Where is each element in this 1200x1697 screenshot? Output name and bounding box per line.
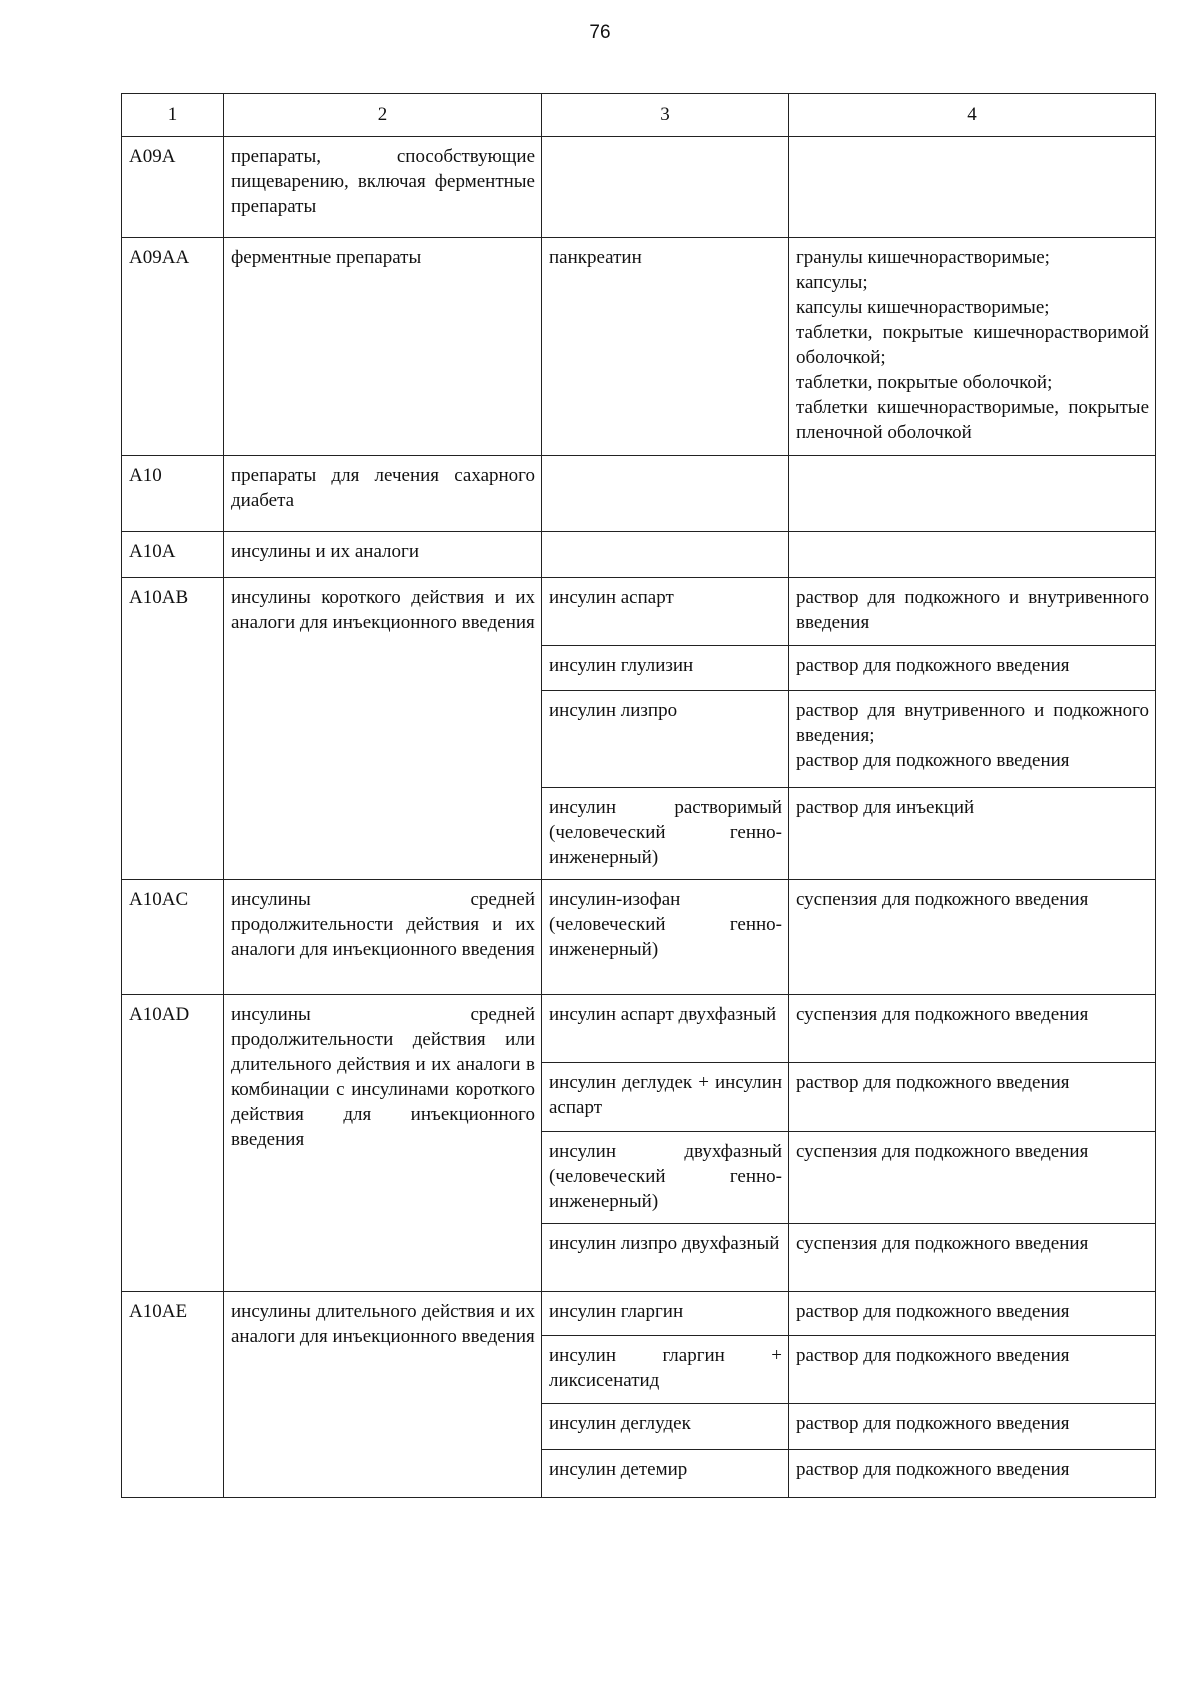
drug-name-cell: инсулин детемир [542,1450,789,1498]
atc-code-cell: A09A [122,137,224,238]
table-row [122,880,1156,995]
drug-name-cell: инсулин аспарт [542,578,789,646]
page-number: 76 [589,22,611,43]
dosage-form-cell: раствор для подкожного введения [789,1336,1156,1404]
dosage-form-cell: раствор для подкожного введения [789,1292,1156,1336]
drug-name-cell [542,456,789,532]
atc-code-cell: A10AD [122,995,224,1292]
dosage-form-cell: раствор для внутривенного и подкожного введения; раствор для подкожного введения [789,691,1156,788]
group-name-cell: препараты, способствующие пищеварению, включая ферментные препараты [224,137,542,238]
dosage-form-cell: суспензия для подкожного введения [789,880,1156,995]
header-cell: 4 [789,94,1156,137]
table-row [122,1292,1156,1336]
drug-name-cell: инсулин лизпро двухфазный [542,1224,789,1292]
drug-name-cell: инсулин деглудек [542,1404,789,1450]
drug-name-cell: панкреатин [542,238,789,456]
dosage-form-cell: гранулы кишечнорастворимые; капсулы; капсулы кишечнорастворимые; таблетки, покрытые кишечнорастворимой оболочкой; таблетки, покрытые оболочкой; таблетки кишечнорастворимые, покрытые пленочной оболочкой [789,238,1156,456]
drug-name-cell: инсулин гларгин [542,1292,789,1336]
drug-name-cell: инсулин лизпро [542,691,789,788]
drug-name-cell: инсулин растворимый (человеческий генно-инженерный) [542,788,789,880]
drug-name-cell: инсулин деглудек + инсулин аспарт [542,1063,789,1132]
table-row [122,137,1156,238]
drug-name-cell [542,137,789,238]
table-row [122,532,1156,578]
header-cell: 2 [224,94,542,137]
table-row [122,238,1156,456]
table-row [122,456,1156,532]
dosage-form-cell: раствор для подкожного и внутривенного введения [789,578,1156,646]
table-row [122,995,1156,1063]
dosage-form-cell [789,456,1156,532]
atc-code-cell: A09AA [122,238,224,456]
atc-code-cell: A10AB [122,578,224,880]
dosage-form-cell: раствор для подкожного введения [789,646,1156,691]
drug-name-cell: инсулин аспарт двухфазный [542,995,789,1063]
group-name-cell: инсулины средней продолжительности действия и их аналоги для инъекционного введения [224,880,542,995]
dosage-form-cell: суспензия для подкожного введения [789,1132,1156,1224]
group-name-cell: инсулины длительного действия и их аналоги для инъекционного введения [224,1292,542,1498]
atc-code-cell: A10AE [122,1292,224,1498]
group-name-cell: препараты для лечения сахарного диабета [224,456,542,532]
group-name-cell: инсулины короткого действия и их аналоги для инъекционного введения [224,578,542,880]
dosage-form-cell [789,532,1156,578]
group-name-cell: ферментные препараты [224,238,542,456]
group-name-cell: инсулины и их аналоги [224,532,542,578]
atc-code-cell: A10A [122,532,224,578]
drug-name-cell: инсулин двухфазный (человеческий генно-инженерный) [542,1132,789,1224]
dosage-form-cell: раствор для подкожного введения [789,1450,1156,1498]
table-header-row [122,94,1156,137]
group-name-cell: инсулины средней продолжительности действия или длительного действия и их аналоги в комбинации с инсулинами короткого действия для инъекционного введения [224,995,542,1292]
dosage-form-cell: раствор для подкожного введения [789,1063,1156,1132]
dosage-form-cell [789,137,1156,238]
drug-name-cell: инсулин-изофан (человеческий генно-инженерный) [542,880,789,995]
drug-name-cell [542,532,789,578]
atc-code-cell: A10 [122,456,224,532]
table-body [122,94,1156,1498]
dosage-form-cell: суспензия для подкожного введения [789,995,1156,1063]
atc-code-cell: A10AC [122,880,224,995]
dosage-form-cell: раствор для инъекций [789,788,1156,880]
dosage-form-cell: суспензия для подкожного введения [789,1224,1156,1292]
drug-name-cell: инсулин гларгин + ликсисенатид [542,1336,789,1404]
drug-table [121,93,1156,1498]
header-cell: 1 [122,94,224,137]
header-cell: 3 [542,94,789,137]
table-row [122,578,1156,646]
drug-name-cell: инсулин глулизин [542,646,789,691]
dosage-form-cell: раствор для подкожного введения [789,1404,1156,1450]
